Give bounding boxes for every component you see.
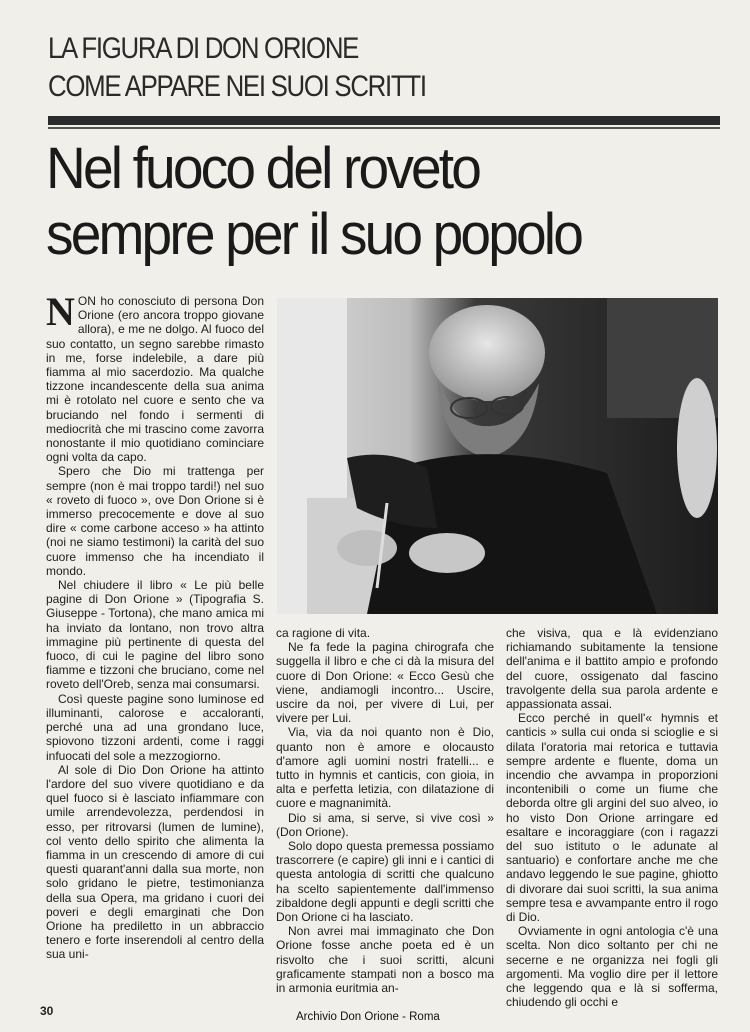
paragraph: Ne fa fede la pagina chirografa che suggella il libro e che ci dà la misura del cuore di Don Orione: « Ecco Gesù che viene, andiamogli incontro... Uscire, uscire da noi, per vivere di Lui, per vivere per Lui. (276, 640, 494, 726)
paragraph: Via, via da noi quanto non è Dio, quanto non è amore e olocausto d'amore agli uomini nostri fratelli... e tutto in hymnis et canticis, con gioia, in alta e perfetta letizia, con dilatazione di cuore e magnanimità. (276, 725, 494, 811)
header-rule-thin (48, 127, 720, 129)
paragraph: Nel chiudere il libro « Le più belle pagine di Don Orione » (Tipografia S. Giuseppe - Tortona), che mano amica mi ha inviato da lontano, non trovo altra immagine più pertinente di questa del fuoco, di cui le pagine del libro sono fiamme e tizzoni che bruciano, come nel roveto dell'Oreb, senza mai consumarsi. (46, 578, 264, 692)
header-rule (48, 116, 720, 125)
kicker-line-1: LA FIGURA DI DON ORIONE (48, 32, 359, 65)
headline-line-1: Nel fuoco del roveto (46, 136, 480, 201)
paragraph: Al sole di Dio Don Orione ha attinto l'ardore del suo vivere quotidiano e da quel fuoco si è lasciato infiammare con umile arrendevolezza, perdendosi in esso, per ritrovarsi (lumen de lumine), col vento dello spirito che alimenta la fiamma in un crescendo di amore di cui questi quarant'anni dalla sua morte, non solo gridano le pietre, testimonianza della sua Opera, ma gridano i cuori dei poveri e degli emarginati che Don Orione ha prediletto in un abbraccio tenero e forte inserendoli al centro della sua uni- (46, 762, 264, 962)
paragraph: Solo dopo questa premessa possiamo trascorrere (e capire) gli inni e i cantici di questa antologia di scritti che qualcuno ha scelto sapientemente dall'immenso zibaldone degli appunti e degli scritti che Don Orione ci ha lasciato. (276, 839, 494, 925)
article-column-1 (46, 289, 264, 962)
page-number: 30 (40, 1004, 54, 1018)
article-photo (277, 298, 718, 614)
paragraph: Ecco perché in quell'« hymnis et canticis » sulla cui onda si scioglie e si dilata l'oratoria mai retorica e tuttavia sempre ardente e fluente, doma un incendio che avvampa in proporzioni incontenibili o come un fiume che deborda oltre gli argini del suo alveo, io ho visto Don Orione arringare ed esaltare e incoraggiare (con i ragazzi del suo istituto o le adunate al santuario) e confortare anche me che andavo leggendo le sue pagine, ghiotto di divorare dai suoi scritti, la sua anima sempre tesa e avvampante entro il rogo di Dio. (506, 711, 718, 925)
kicker-line-2: COME APPARE NEI SUOI SCRITTI (48, 70, 426, 103)
article-headline (46, 136, 692, 268)
paragraph: ca ragione di vita. (276, 626, 371, 640)
article-column-3 (506, 626, 718, 1009)
archive-credit: Archivio Don Orione - Roma (296, 1011, 440, 1023)
paragraph: Così queste pagine sono luminose ed illuminanti, calorose e accaloranti, perché una ad una grondano luce, spiovono tizzoni ardenti, come i raggi infuocati del sole a mezzogiorno. (46, 691, 264, 763)
paragraph: Ovviamente in ogni antologia c'è una scelta. Non dico soltanto per chi ne secerne e ne organizza nei fogli gli argomenti. Ma voglio dire per il lettore che leggendo qua e là si sofferma, chiudendo gli occhi e (506, 924, 718, 1010)
paragraph: che visiva, qua e là evidenziano richiamando subitamente la tensione dell'anima e il battito ampio e profondo del cuore, ossigenato dal fascino travolgente della sua parola ardente e appassionata assai. (506, 626, 718, 712)
paragraph: Spero che Dio mi trattenga per sempre (non è mai troppo tardi!) nel suo « roveto di fuoco », ove Don Orione si è immerso precocemente e dove al suo dire « come carbone acceso » ha attinto (noi ne siamo testimoni) la carità del suo cuore immenso che ha incendiato il mondo. (46, 464, 264, 578)
paragraph: Non avrei mai immaginato che Don Orione fosse anche poeta ed è un risvolto che i suoi scritti, alcuni graficamente stampati non a bosco ma in armonia euritmia an- (276, 924, 494, 996)
article-column-2 (276, 626, 494, 995)
drop-cap: N (46, 289, 75, 334)
paragraph: Dio si ama, si serve, si vive così » (Don Orione). (276, 810, 494, 839)
photo-illustration (277, 298, 718, 614)
headline-line-2: sempre per il suo popolo (46, 202, 581, 267)
paragraph-text: ON ho conosciuto di persona Don Orione (ero ancora troppo giovane allora), e me ne dolgo. Al fuoco del suo contatto, un segno sarebbe rimasto in me, forse indelebile, a dare più fiamma al mio sacerdozio. Ma qualche tizzone incandescente della sua anima mi è rotolato nel cuore e sento che va bruciando nel fondo i sermenti di mediocrità che mi trascino come zavorra nonostante il mio quotidiano cominciare ogni volta da capo. (46, 294, 264, 465)
paragraph (46, 289, 264, 465)
article-kicker (48, 30, 598, 106)
